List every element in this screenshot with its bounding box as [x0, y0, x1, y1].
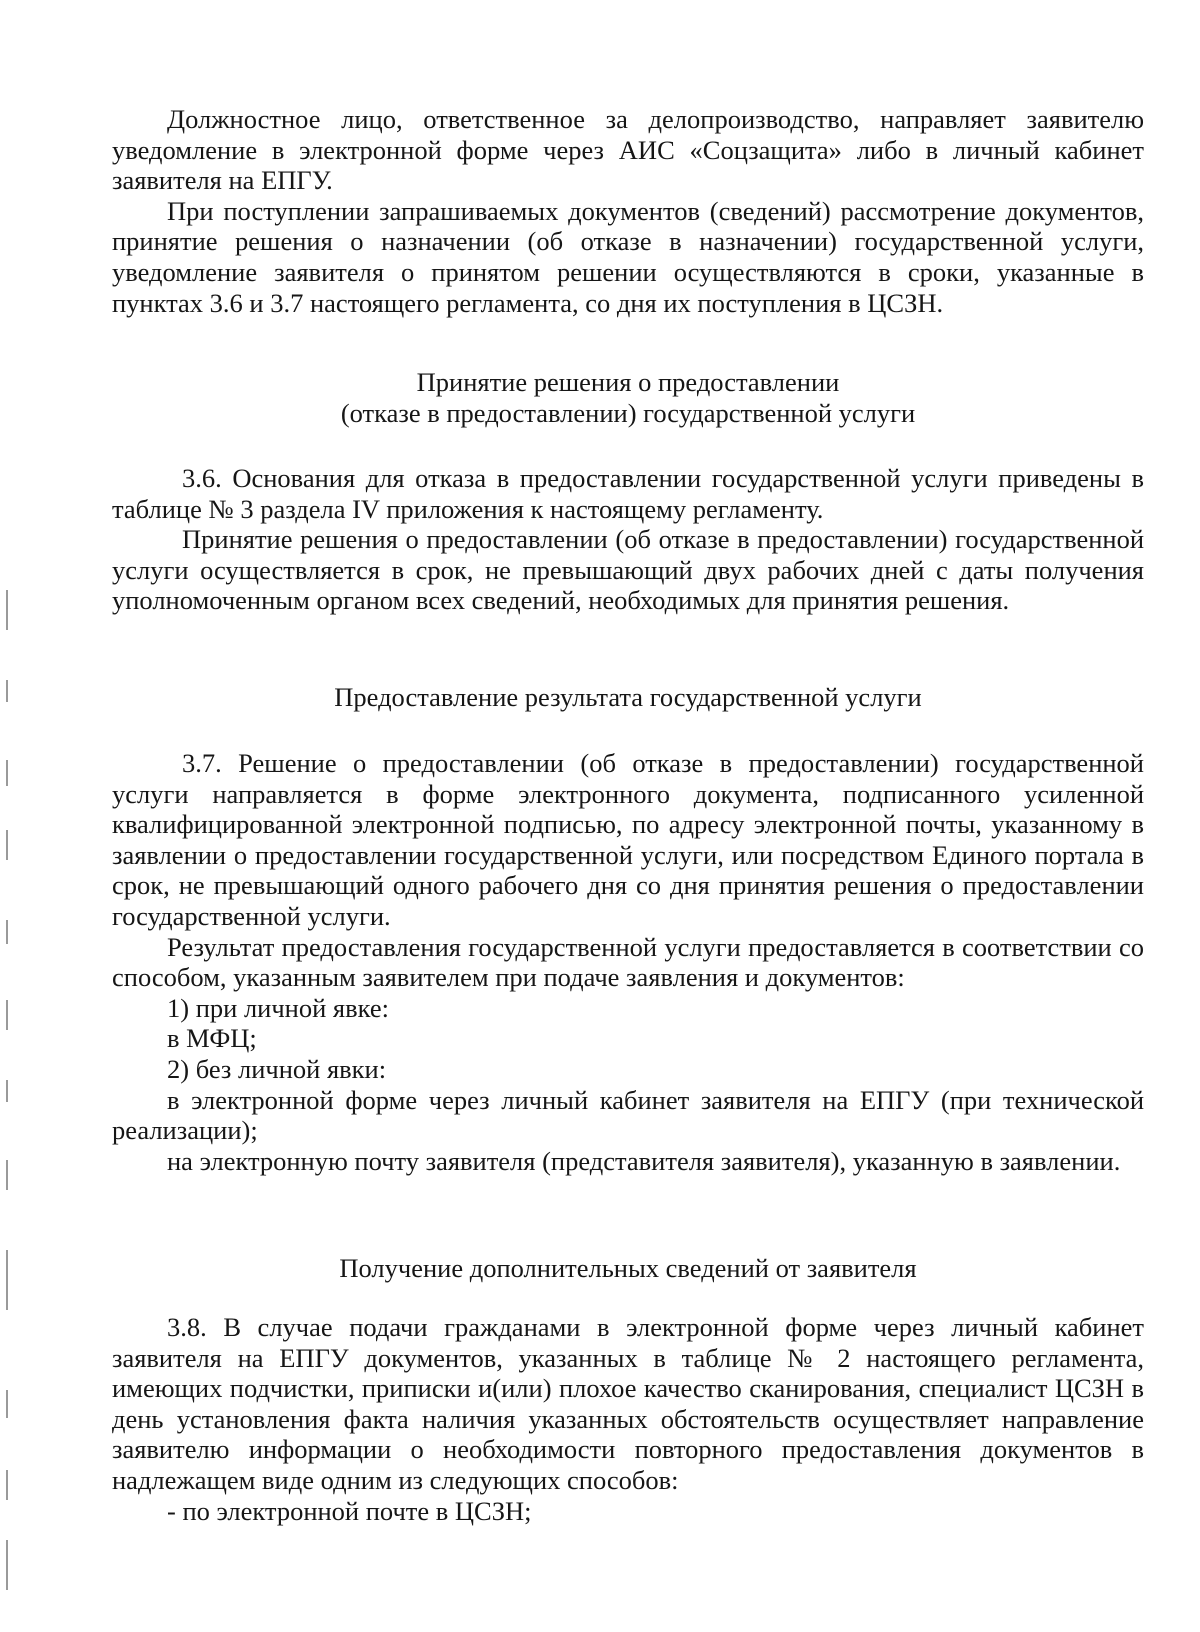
paragraph-notification: Должностное лицо, ответственное за делопроизводство, направляет заявителю уведомление в электронной форме через АИС «Соцзащита» либо в личный кабинет заявителя на ЕПГУ. — [112, 104, 1144, 196]
heading-additional-block — [112, 1253, 1144, 1284]
scan-mark — [6, 1250, 8, 1310]
heading-result-block — [112, 682, 1144, 713]
list-item-remote: 2) без личной явки: — [167, 1053, 387, 1084]
heading-decision-line1: Принятие решения о предоставлении — [416, 367, 840, 397]
paragraph-3-8: 3.8. В случае подачи гражданами в электронной форме через личный кабинет заявителя на ЕПГУ документов, указанных в таблице № 2 настоящего регламента, имеющих подчистки, приписки и(или) плохое качество сканирования, специалист ЦСЗН в день установления факта наличия указанных обстоятельств осуществляет направление заявителю информации о необходимости повторного предоставления документов в надлежащем виде одним из следующих способов: — [112, 1312, 1144, 1495]
scan-edge-artifacts — [6, 0, 9, 1632]
heading-decision-block — [112, 367, 1144, 428]
scan-mark — [6, 830, 8, 860]
section-intro — [112, 104, 1144, 318]
paragraph-email: на электронную почту заявителя (представителя заявителя), указанную в заявлении. — [167, 1145, 1121, 1176]
paragraph-3-6: 3.6. Основания для отказа в предоставлении государственной услуги приведены в таблице № 3 раздела IV приложения к настоящему регламенту. — [112, 463, 1144, 524]
list-item-personal: 1) при личной явке: — [167, 992, 389, 1023]
scan-mark — [6, 920, 8, 944]
heading-decision-line2: (отказе в предоставлении) государственной услуги — [340, 397, 916, 428]
paragraph-result-method: Результат предоставления государственной услуги предоставляется в соответствии со способом, указанным заявителем при подаче заявления и документов: — [112, 931, 1144, 993]
paragraph-epgu: в электронной форме через личный кабинет заявителя на ЕПГУ (при технической реализации); — [112, 1084, 1144, 1146]
scan-mark — [6, 680, 8, 702]
section-3-6 — [112, 463, 1144, 616]
list-item-email-cszn: - по электронной почте в ЦСЗН; — [167, 1495, 532, 1526]
heading-result: Предоставление результата государственной услуги — [334, 682, 922, 712]
list-item-mfc: в МФЦ; — [167, 1023, 257, 1054]
scan-mark — [6, 1000, 8, 1030]
scan-mark — [6, 1160, 8, 1190]
paragraph-decision-term: Принятие решения о предоставлении (об отказе в предоставлении) государственной услуги осуществляется в срок, не превышающий двух рабочих дней с даты получения уполномоченным органом всех сведений, необходимых для принятия решения. — [112, 524, 1144, 616]
scan-mark — [6, 1540, 8, 1590]
scan-mark — [6, 1390, 8, 1418]
section-3-8 — [112, 1312, 1144, 1526]
paragraph-documents-received: При поступлении запрашиваемых документов (сведений) рассмотрение документов, принятие решения о назначении (об отказе в назначении) государственной услуги, уведомление заявителя о принятом решении осуществляются в сроки, указанные в пунктах 3.6 и 3.7 настоящего регламента, со дня их поступления в ЦСЗН. — [112, 195, 1144, 318]
scan-mark — [6, 590, 8, 630]
scan-mark — [6, 1470, 8, 1500]
scan-mark — [6, 760, 8, 786]
scan-mark — [6, 1080, 8, 1102]
heading-additional-info: Получение дополнительных сведений от заявителя — [339, 1253, 917, 1283]
paragraph-3-7: 3.7. Решение о предоставлении (об отказе в предоставлении) государственной услуги направляется в форме электронного документа, подписанного усиленной квалифицированной электронной подписью, по адресу электронной почты, указанному в заявлении о предоставлении государственной услуги, или посредством Единого портала в срок, не превышающий одного рабочего дня со дня принятия решения о предоставлении государственной услуги. — [112, 748, 1144, 931]
section-3-7 — [112, 748, 1144, 1176]
